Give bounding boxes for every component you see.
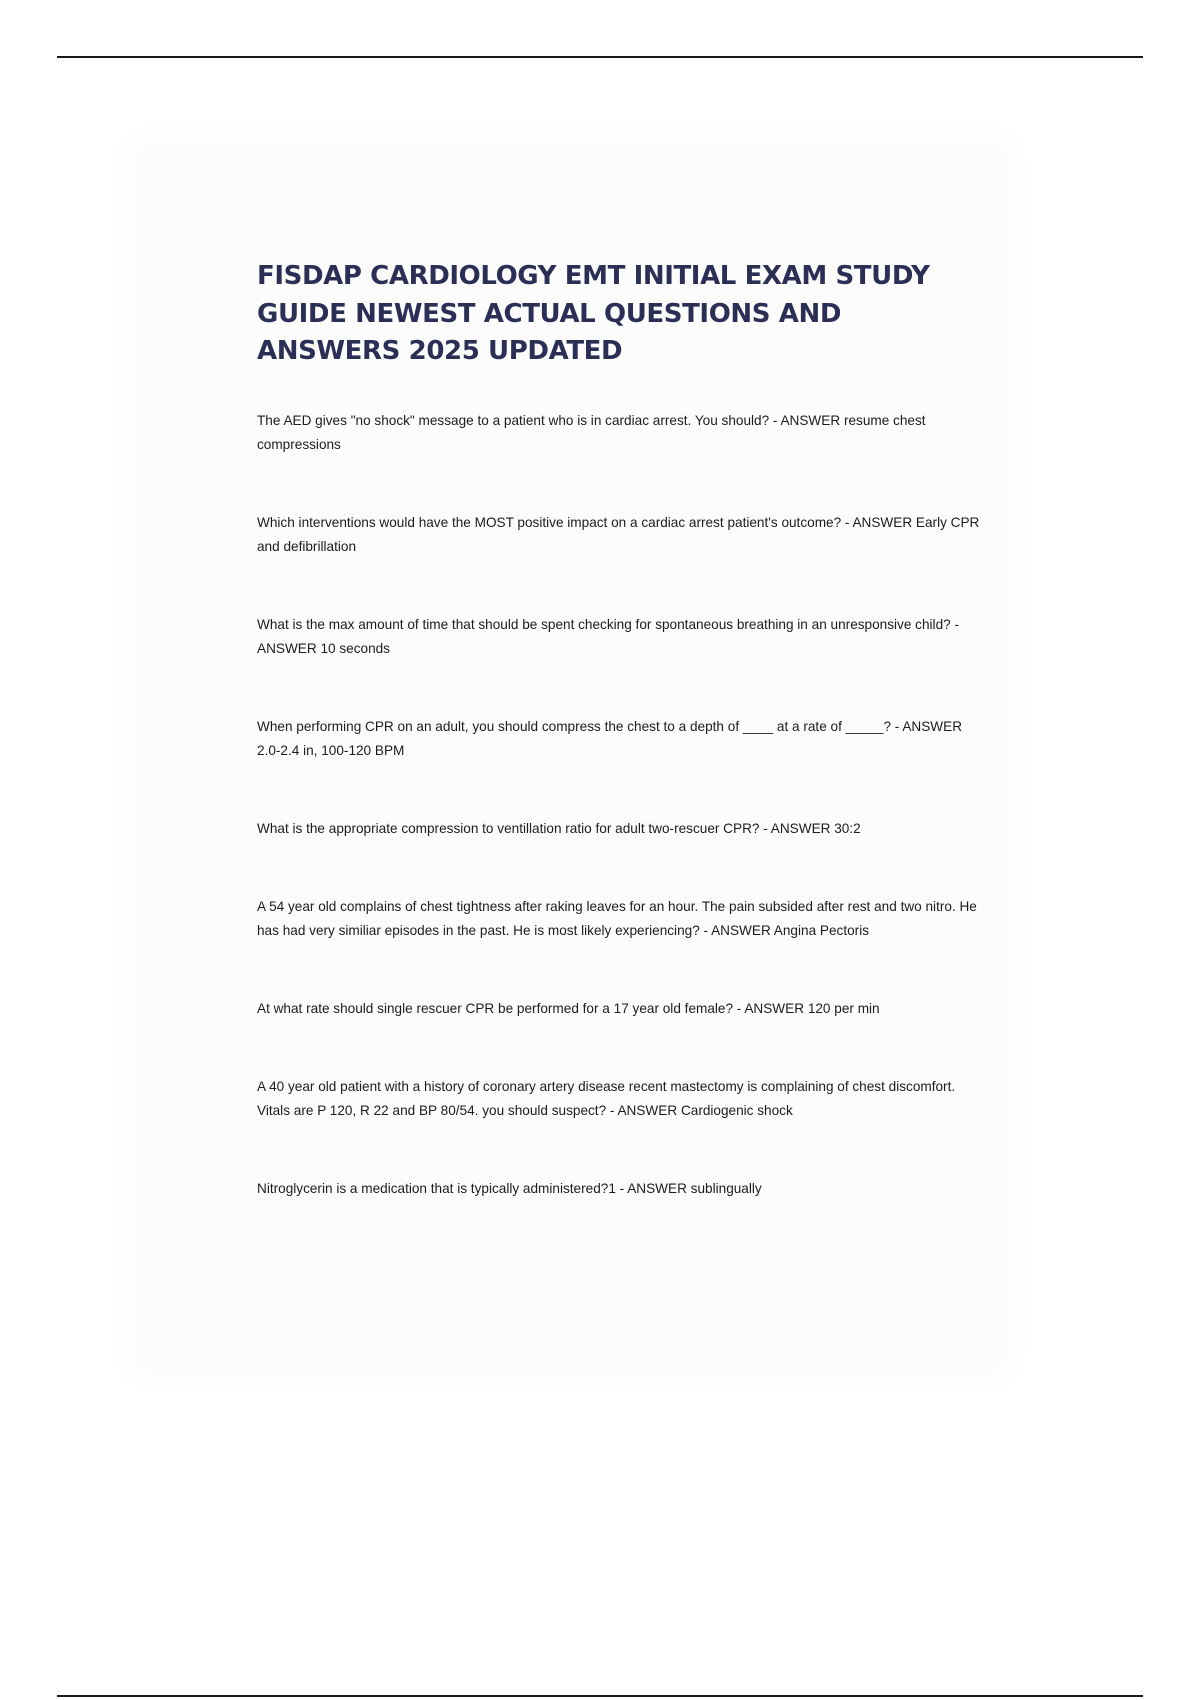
answer-text: sublingually <box>690 1180 762 1196</box>
answer-marker: - ANSWER <box>733 1000 808 1016</box>
answer-text: 120 per min <box>807 1000 880 1016</box>
answer-marker: - ANSWER <box>257 616 960 656</box>
answer-text: 30:2 <box>834 820 861 836</box>
qa-item <box>257 817 985 841</box>
question-text: What is the max amount of time that should be spent checking for spontaneous breathing in an unresponsive child? <box>257 616 951 632</box>
answer-text: Angina Pectoris <box>773 922 870 938</box>
answer-text: 2.0-2.4 in, 100-120 BPM <box>257 742 405 758</box>
answer-marker: - ANSWER <box>699 922 774 938</box>
document-title: FISDAP CARDIOLOGY EMT INITIAL EXAM STUDY GUIDE NEWEST ACTUAL QUESTIONS AND ANSWERS 2025 UPDATED <box>257 261 930 366</box>
question-text: When performing CPR on an adult, you should compress the chest to a depth of ____ at a rate of _____? <box>257 718 892 734</box>
qa-item <box>257 409 985 457</box>
answer-text: Cardiogenic shock <box>680 1102 793 1118</box>
question-text: A 40 year old patient with a history of coronary artery disease recent mastectomy is complaining of chest discomfort. Vitals are P 120, R 22 and BP 80/54. you should suspect? <box>257 1078 956 1118</box>
qa-item <box>257 1177 985 1201</box>
bottom-rule <box>57 1695 1143 1697</box>
qa-item <box>257 613 985 661</box>
qa-list <box>257 409 985 1201</box>
answer-marker: - ANSWER <box>606 1102 681 1118</box>
question-text: A 54 year old complains of chest tightness after raking leaves for an hour. The pain subsided after rest and two nitro. He has had very similiar episodes in the past. He is most likely experiencing? <box>257 898 977 938</box>
question-text: Which interventions would have the MOST positive impact on a cardiac arrest patient's outcome? <box>257 514 842 530</box>
answer-text: Early CPR and defibrillation <box>257 514 980 554</box>
answer-marker: - ANSWER <box>841 514 916 530</box>
answer-text: 10 seconds <box>320 640 390 656</box>
top-rule <box>57 56 1143 58</box>
question-text: The AED gives "no shock" message to a patient who is in cardiac arrest. You should? <box>257 412 770 428</box>
answer-marker: - ANSWER <box>615 1180 691 1196</box>
qa-item <box>257 895 985 943</box>
qa-item <box>257 997 985 1021</box>
answer-marker: - ANSWER <box>769 412 844 428</box>
qa-item <box>257 1075 985 1123</box>
question-text: What is the appropriate compression to ventillation ratio for adult two-rescuer CPR? <box>257 820 760 836</box>
answer-marker: - ANSWER <box>891 718 963 734</box>
answer-marker: - ANSWER <box>759 820 835 836</box>
qa-item <box>257 715 985 763</box>
question-text: At what rate should single rescuer CPR be performed for a 17 year old female? <box>257 1000 734 1016</box>
question-text: Nitroglycerin is a medication that is typically administered?1 <box>257 1180 616 1196</box>
answer-text: resume chest compressions <box>257 412 926 452</box>
qa-item <box>257 511 985 559</box>
document-content <box>257 258 985 1201</box>
